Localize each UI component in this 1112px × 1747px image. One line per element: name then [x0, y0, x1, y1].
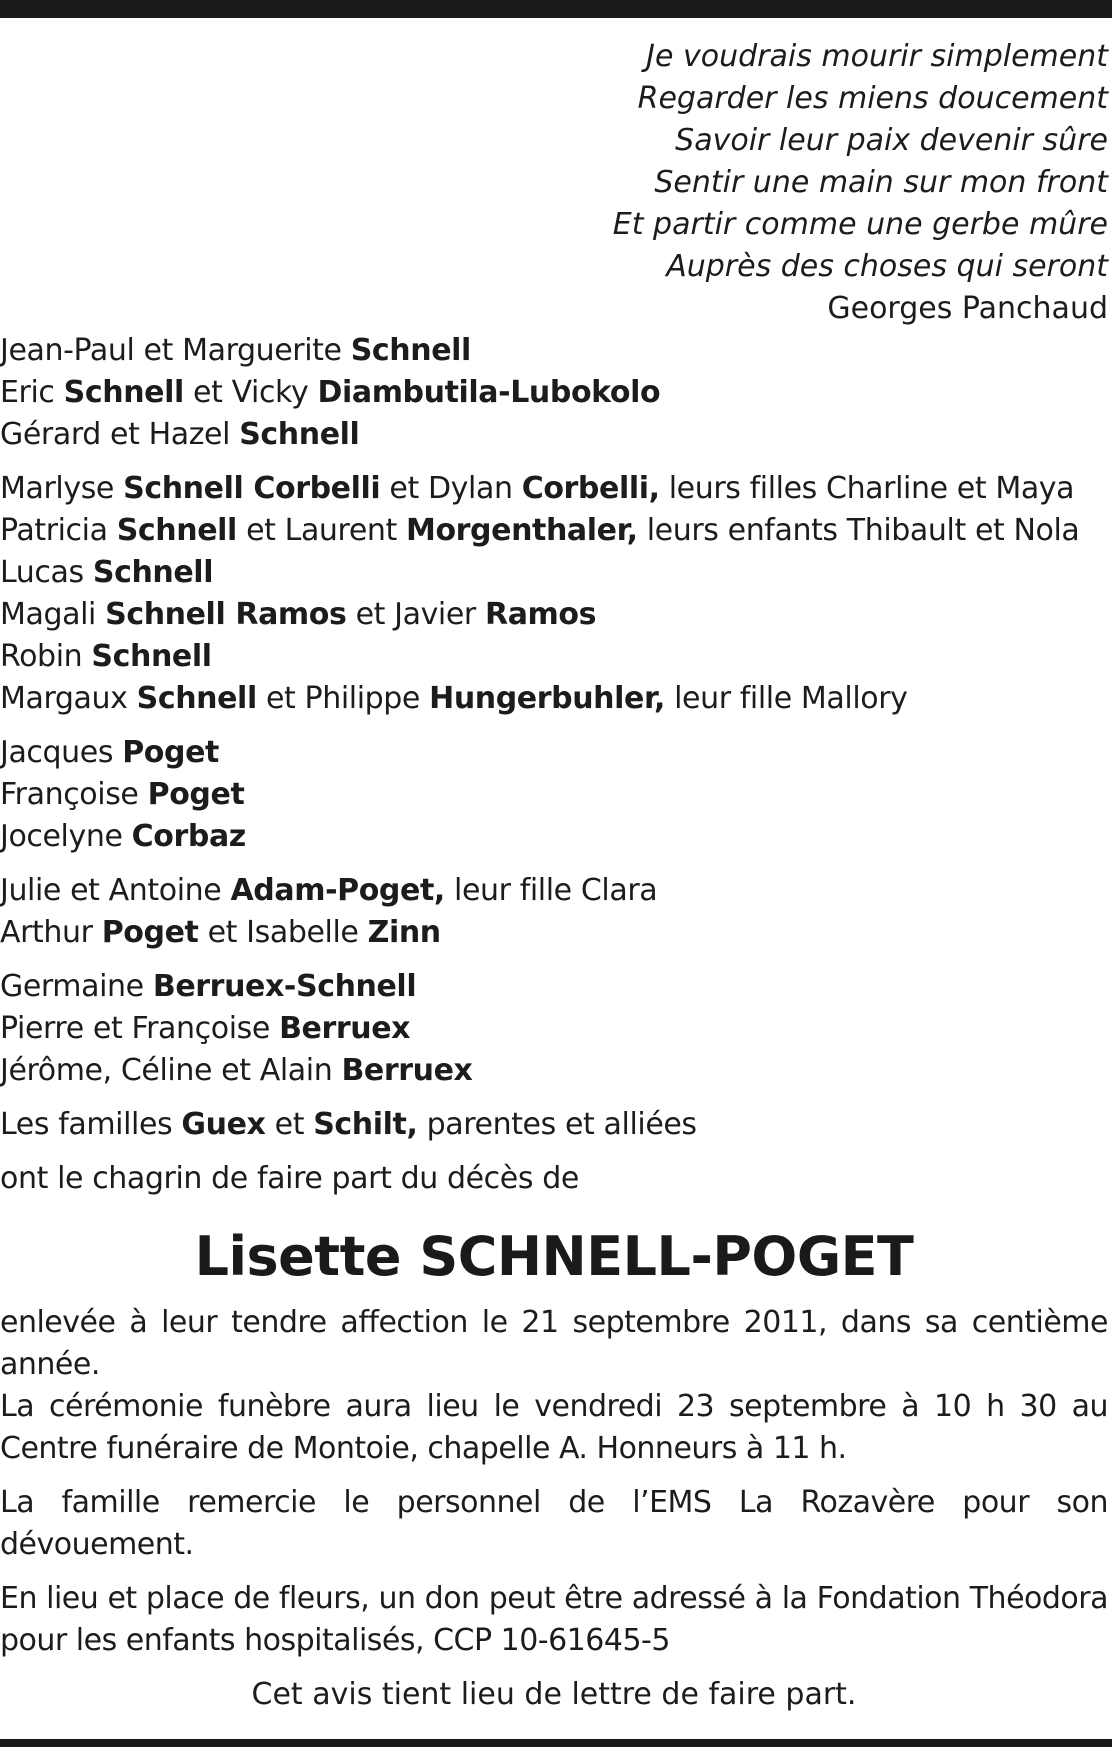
family-line	[0, 732, 1108, 774]
surname: Zinn	[367, 915, 441, 950]
surname: Diambutila-Lubokolo	[317, 375, 661, 410]
family-line	[0, 1050, 1108, 1092]
name-text: Julie et Antoine	[0, 873, 231, 908]
surname: Corbaz	[131, 819, 246, 854]
surname: Poget	[101, 915, 199, 950]
surname: Schnell Ramos	[105, 597, 347, 632]
surname: Poget	[147, 777, 245, 812]
family-line	[0, 912, 1108, 954]
name-text: et Vicky	[183, 375, 318, 410]
family-list	[0, 330, 1108, 1200]
surname: Adam-Poget,	[230, 873, 445, 908]
surname: Schnell	[350, 333, 471, 368]
name-text: et Isabelle	[198, 915, 368, 950]
surname: Guex	[181, 1107, 266, 1142]
family-line	[0, 468, 1108, 510]
surname: Berruex	[279, 1011, 411, 1046]
surname: Corbelli,	[521, 471, 660, 506]
thanks-paragraph: La famille remercie le personnel de l’EMS La Rozavère pour son dévouement.	[0, 1485, 1108, 1562]
name-text: leur fille Clara	[444, 873, 658, 908]
family-line	[0, 870, 1108, 912]
name-text: et Laurent	[236, 513, 406, 548]
poem-author: Georges Panchaud	[827, 291, 1108, 326]
family-line	[0, 1158, 1108, 1200]
obituary-notice	[0, 36, 1108, 1716]
name-text: Jérôme, Céline et Alain	[0, 1053, 342, 1088]
family-group	[0, 870, 1108, 954]
family-group	[0, 966, 1108, 1092]
name-text: Margaux	[0, 681, 137, 716]
name-text: leur fille Mallory	[664, 681, 908, 716]
family-line	[0, 636, 1108, 678]
deceased-name: Lisette SCHNELL-POGET	[194, 1225, 914, 1288]
family-line	[0, 372, 1108, 414]
family-line	[0, 816, 1108, 858]
family-line	[0, 774, 1108, 816]
surname: Schnell	[239, 417, 360, 452]
name-text: Jacques	[0, 735, 123, 770]
name-text: Patricia	[0, 513, 117, 548]
name-text: Les familles	[0, 1107, 182, 1142]
bottom-rule	[0, 1739, 1112, 1747]
family-group	[0, 1158, 1108, 1200]
family-group	[0, 330, 1108, 456]
poem-line: Auprès des choses qui seront	[666, 249, 1108, 284]
poem-line: Savoir leur paix devenir sûre	[675, 123, 1108, 158]
surname: Schnell Corbelli	[123, 471, 381, 506]
family-line	[0, 966, 1108, 1008]
family-line	[0, 552, 1108, 594]
family-line	[0, 594, 1108, 636]
name-text: Lucas	[0, 555, 93, 590]
surname: Schnell	[116, 513, 237, 548]
name-text: Pierre et Françoise	[0, 1011, 280, 1046]
surname: Schnell	[91, 639, 212, 674]
name-text: et Javier	[346, 597, 485, 632]
name-text: Jocelyne	[0, 819, 132, 854]
name-text: et	[265, 1107, 314, 1142]
surname: Hungerbuhler,	[429, 681, 665, 716]
name-text: Germaine	[0, 969, 153, 1004]
name-text: Robin	[0, 639, 92, 674]
surname: Poget	[122, 735, 219, 770]
affection-paragraph: enlevée à leur tendre affection le 21 septembre 2011, dans sa centième année.	[0, 1305, 1108, 1382]
name-text: Arthur	[0, 915, 102, 950]
name-text: Marlyse	[0, 471, 124, 506]
name-text: Jean-Paul et Marguerite	[0, 333, 351, 368]
closing-note: Cet avis tient lieu de lettre de faire part.	[251, 1677, 857, 1712]
surname: Schilt,	[313, 1107, 418, 1142]
surname: Berruex	[341, 1053, 473, 1088]
name-text: Eric	[0, 375, 64, 410]
name-text: et Dylan	[380, 471, 522, 506]
name-text: leurs enfants Thibault et Nola	[637, 513, 1080, 548]
poem-line: Sentir une main sur mon front	[654, 165, 1108, 200]
ceremony-paragraph: La cérémonie funèbre aura lieu le vendredi 23 septembre à 10 h 30 au Centre funéraire de Montoie, chapelle A. Honneurs à 11 h.	[0, 1389, 1108, 1466]
name-text: parentes et alliées	[417, 1107, 697, 1142]
family-line	[0, 414, 1108, 456]
name-text: et Philippe	[256, 681, 430, 716]
surname: Berruex-Schnell	[152, 969, 417, 1004]
top-rule	[0, 0, 1112, 18]
poem	[0, 36, 1108, 330]
name-text: leurs filles Charline et Maya	[659, 471, 1075, 506]
surname: Ramos	[485, 597, 597, 632]
family-group	[0, 732, 1108, 858]
surname: Schnell	[136, 681, 257, 716]
family-group	[0, 1104, 1108, 1146]
surname: Schnell	[63, 375, 184, 410]
family-line	[0, 510, 1108, 552]
donation-paragraph: En lieu et place de fleurs, un don peut être adressé à la Fondation Théodora pour les enfants hospitalisés, CCP 10-61645-5	[0, 1581, 1108, 1658]
family-line	[0, 1104, 1108, 1146]
family-line	[0, 330, 1108, 372]
name-text: Françoise	[0, 777, 148, 812]
family-group	[0, 468, 1108, 720]
name-text: Gérard et Hazel	[0, 417, 240, 452]
family-line	[0, 678, 1108, 720]
name-text: Magali	[0, 597, 106, 632]
poem-line: Regarder les miens doucement	[637, 81, 1108, 116]
surname: Schnell	[92, 555, 214, 590]
poem-line: Je voudrais mourir simplement	[646, 39, 1108, 74]
poem-line: Et partir comme une gerbe mûre	[612, 207, 1108, 242]
surname: Morgenthaler,	[406, 513, 638, 548]
name-text: ont le chagrin de faire part du décès de	[0, 1161, 579, 1196]
family-line	[0, 1008, 1108, 1050]
